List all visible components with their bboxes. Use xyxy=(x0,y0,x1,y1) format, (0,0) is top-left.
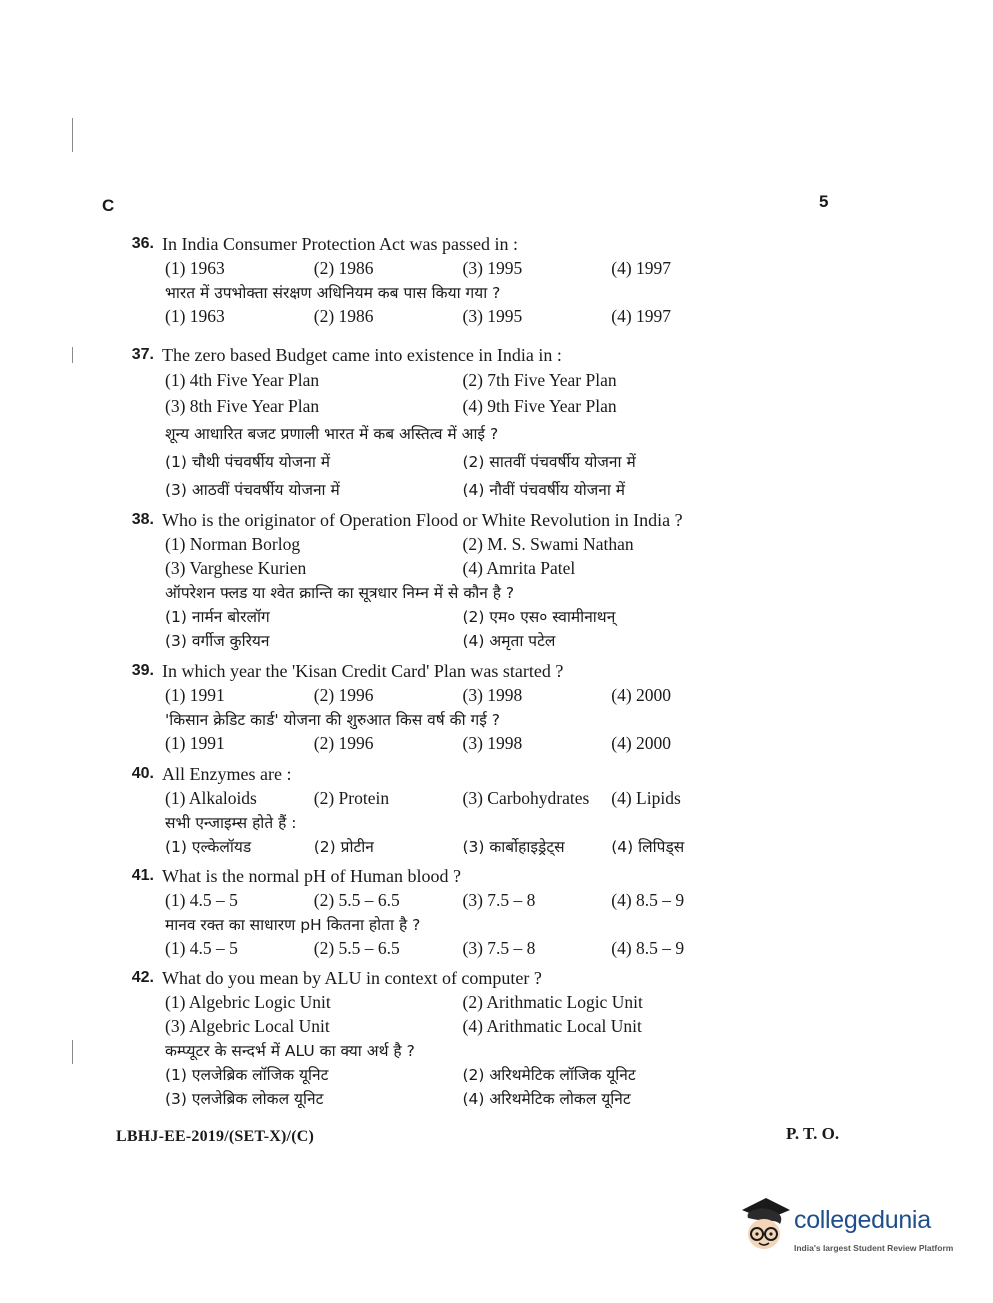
question-text-en: What is the normal pH of Human blood ? xyxy=(162,865,461,886)
option-2-en: (2) Arithmatic Logic Unit xyxy=(462,991,643,1012)
option-4-hi: (4) अमृता पटेल xyxy=(462,632,556,650)
option-1-en: (1) Algebric Logic Unit xyxy=(165,991,331,1012)
option-2-en: (2) 7th Five Year Plan xyxy=(462,369,617,390)
question-text-en: The zero based Budget came into existence in India in : xyxy=(162,344,562,365)
question-text-hi: शून्य आधारित बजट प्रणाली भारत में कब अस्तित्व में आई ? xyxy=(165,425,499,443)
question-text-hi: 'किसान क्रेडिट कार्ड' योजना की शुरुआत किस वर्ष की गई ? xyxy=(165,711,501,729)
question-text-hi: कम्प्यूटर के सन्दर्भ में ALU का क्या अर्थ है ? xyxy=(165,1042,415,1060)
question-number: 36. xyxy=(131,235,154,252)
question-36 xyxy=(120,232,760,328)
option-3-hi: (3) 1995 xyxy=(462,305,523,326)
question-number: 39. xyxy=(131,662,154,679)
question-number: 40. xyxy=(131,765,154,782)
option-4-hi: (4) अरिथमेटिक लोकल यूनिट xyxy=(462,1090,631,1108)
set-code: C xyxy=(102,196,115,215)
option-4-hi: (4) 1997 xyxy=(611,305,672,326)
option-1-hi: (1) 1963 xyxy=(165,305,225,326)
please-turn-over: P. T. O. xyxy=(786,1124,840,1143)
paper-code: LBHJ-EE-2019/(SET-X)/(C) xyxy=(116,1128,315,1145)
question-number: 37. xyxy=(131,346,154,363)
question-text-en: All Enzymes are : xyxy=(162,763,292,784)
option-4-en: (4) 1997 xyxy=(611,257,672,278)
option-4-hi: (4) 8.5 – 9 xyxy=(611,937,685,958)
question-37 xyxy=(120,343,760,503)
option-3-hi: (3) एलजेब्रिक लोकल यूनिट xyxy=(165,1090,324,1108)
question-40 xyxy=(120,762,760,858)
option-3-en: (3) Varghese Kurien xyxy=(165,557,307,578)
student-mascot-icon xyxy=(736,1196,794,1260)
option-4-en: (4) Arithmatic Local Unit xyxy=(462,1015,642,1036)
option-1-en: (1) 4th Five Year Plan xyxy=(165,369,320,390)
scan-margin-mark xyxy=(72,1040,73,1064)
scan-margin-mark xyxy=(72,118,73,152)
option-2-hi: (2) प्रोटीन xyxy=(313,838,374,856)
option-4-hi: (4) लिपिड्स xyxy=(611,838,685,856)
option-3-hi: (3) वर्गीज कुरियन xyxy=(165,632,270,650)
question-text-en: In India Consumer Protection Act was passed in : xyxy=(162,233,518,254)
option-1-hi: (1) एलजेब्रिक लॉजिक यूनिट xyxy=(165,1066,329,1084)
option-3-hi: (3) 7.5 – 8 xyxy=(462,937,536,958)
option-4-en: (4) 8.5 – 9 xyxy=(611,889,685,910)
option-1-hi: (1) नार्मन बोरलॉग xyxy=(165,608,270,626)
question-text-hi: ऑपरेशन फ्लड या श्वेत क्रान्ति का सूत्रधार निम्न में से कौन है ? xyxy=(165,584,515,602)
option-1-hi: (1) चौथी पंचवर्षीय योजना में xyxy=(165,453,331,471)
question-text-en: In which year the 'Kisan Credit Card' Plan was started ? xyxy=(162,660,564,681)
option-4-en: (4) 2000 xyxy=(611,684,672,705)
option-2-en: (2) M. S. Swami Nathan xyxy=(462,533,634,554)
logo-name: collegedunia xyxy=(794,1206,931,1234)
question-41 xyxy=(120,864,760,960)
question-number: 41. xyxy=(131,867,154,884)
question-number: 42. xyxy=(131,969,154,986)
option-2-hi: (2) एम० एस० स्वामीनाथन् xyxy=(462,608,616,626)
option-1-en: (1) Norman Borlog xyxy=(165,533,301,554)
option-3-en: (3) Algebric Local Unit xyxy=(165,1015,330,1036)
option-2-en: (2) 1986 xyxy=(313,257,374,278)
option-2-hi: (2) 1986 xyxy=(313,305,374,326)
option-3-en: (3) 7.5 – 8 xyxy=(462,889,536,910)
scan-margin-mark xyxy=(72,347,73,363)
option-2-en: (2) 1996 xyxy=(313,684,374,705)
option-4-en: (4) Amrita Patel xyxy=(462,557,576,578)
page-number: 5 xyxy=(819,192,829,211)
option-4-hi: (4) नौवीं पंचवर्षीय योजना में xyxy=(462,481,626,499)
option-2-hi: (2) अरिथमेटिक लॉजिक यूनिट xyxy=(462,1066,636,1084)
option-2-hi: (2) 5.5 – 6.5 xyxy=(313,937,400,958)
option-3-en: (3) 1995 xyxy=(462,257,523,278)
option-3-hi: (3) आठवीं पंचवर्षीय योजना में xyxy=(165,481,340,499)
option-1-hi: (1) 4.5 – 5 xyxy=(165,937,238,958)
option-1-en: (1) 1991 xyxy=(165,684,225,705)
question-text-en: Who is the originator of Operation Flood or White Revolution in India ? xyxy=(162,509,683,530)
option-4-hi: (4) 2000 xyxy=(611,732,672,753)
option-4-en: (4) 9th Five Year Plan xyxy=(462,395,617,416)
option-3-en: (3) 1998 xyxy=(462,684,523,705)
option-3-en: (3) 8th Five Year Plan xyxy=(165,395,320,416)
logo-tagline: India's largest Student Review Platform xyxy=(794,1243,954,1253)
option-1-en: (1) 1963 xyxy=(165,257,225,278)
option-2-hi: (2) सातवीं पंचवर्षीय योजना में xyxy=(462,453,636,471)
collegedunia-logo[interactable] xyxy=(736,1196,962,1260)
question-number: 38. xyxy=(131,511,154,528)
question-text-en: What do you mean by ALU in context of computer ? xyxy=(162,967,542,988)
option-3-hi: (3) 1998 xyxy=(462,732,523,753)
option-1-en: (1) Alkaloids xyxy=(165,787,257,808)
question-text-hi: सभी एन्जाइम्स होते हैं : xyxy=(165,814,297,832)
option-2-en: (2) Protein xyxy=(313,787,390,808)
question-42 xyxy=(120,966,760,1110)
option-2-en: (2) 5.5 – 6.5 xyxy=(313,889,400,910)
question-text-hi: भारत में उपभोक्ता संरक्षण अधिनियम कब पास किया गया ? xyxy=(165,284,501,302)
question-text-hi: मानव रक्त का साधारण pH कितना होता है ? xyxy=(165,916,421,934)
option-1-en: (1) 4.5 – 5 xyxy=(165,889,238,910)
option-3-en: (3) Carbohydrates xyxy=(462,787,590,808)
option-4-en: (4) Lipids xyxy=(611,787,681,808)
option-1-hi: (1) एल्केलॉयड xyxy=(165,838,252,856)
question-38 xyxy=(120,508,760,652)
question-39 xyxy=(120,659,760,755)
option-3-hi: (3) कार्बोहाइड्रेट्स xyxy=(462,838,565,856)
option-2-hi: (2) 1996 xyxy=(313,732,374,753)
option-1-hi: (1) 1991 xyxy=(165,732,225,753)
